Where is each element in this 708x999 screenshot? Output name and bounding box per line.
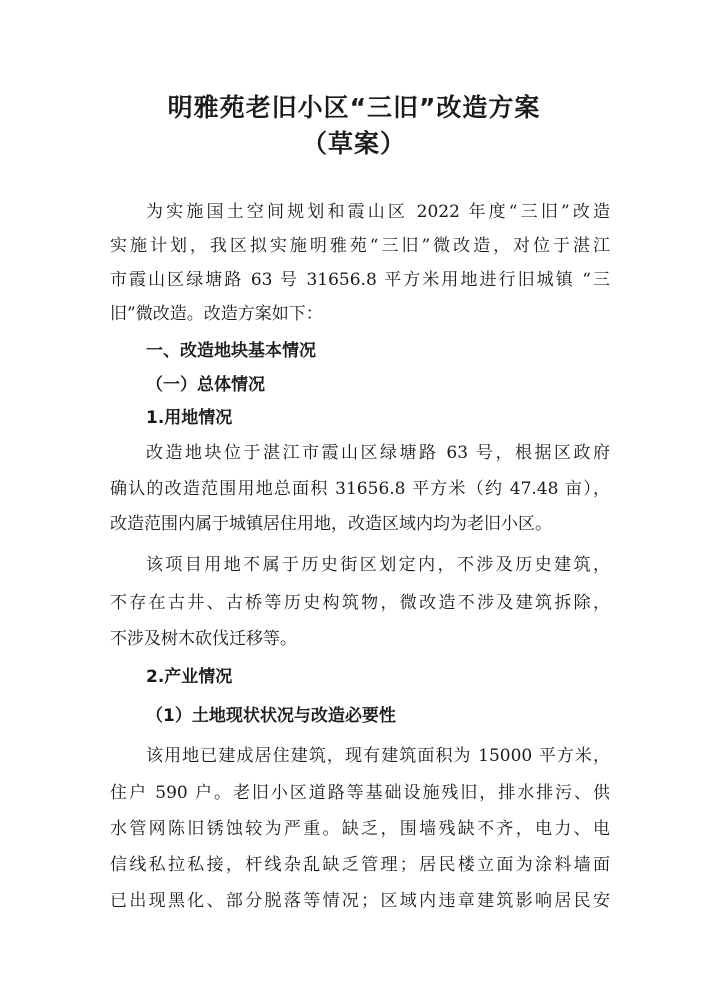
- body-line: 已出现黑化、部分脱落等情况；区域内违章建筑影响居民安: [110, 891, 610, 911]
- item-heading: 2.产业情况: [146, 667, 233, 687]
- intro-line: 实施计划，我区拟实施明雅苑“三旧”微改造，对位于湛江: [110, 236, 610, 256]
- page-subtitle: （草案）: [301, 129, 406, 158]
- body-line: 水管网陈旧锈蚀较为严重。缺乏，围墙残缺不齐，电力、电: [110, 819, 610, 839]
- body-line: 住户 590 户。老旧小区道路等基础设施残旧，排水排污、供: [110, 783, 610, 803]
- page-title: 明雅苑老旧小区“三旧”改造方案: [167, 93, 541, 122]
- intro-line: 市霞山区绿塘路 63 号 31656.8 平方米用地进行旧城镇 “三: [110, 270, 610, 290]
- body-line: 该项目用地不属于历史街区划定内，不涉及历史建筑，: [146, 555, 610, 575]
- body-line: 该用地已建成居住建筑，现有建筑面积为 15000 平方米，: [146, 746, 610, 766]
- intro-line: 为实施国土空间规划和霞山区 2022 年度“三旧”改造: [146, 202, 610, 222]
- section-heading: 一、改造地块基本情况: [146, 341, 316, 361]
- body-line: 信线私拉私接，杆线杂乱缺乏管理；居民楼立面为涂料墙面: [110, 855, 610, 875]
- body-line: 确认的改造范围用地总面积 31656.8 平方米（约 47.48 亩），: [110, 479, 610, 499]
- subsection-heading: （一）总体情况: [146, 375, 265, 395]
- item-heading: 1.用地情况: [146, 408, 233, 428]
- intro-line: 旧”微改造。改造方案如下：: [110, 304, 323, 324]
- sub-item-heading: （1）土地现状状况与改造必要性: [146, 706, 396, 726]
- body-line: 不存在古井、古桥等历史构筑物，微改造不涉及建筑拆除，: [110, 593, 610, 613]
- body-line: 改造地块位于湛江市霞山区绿塘路 63 号，根据区政府: [146, 443, 610, 463]
- body-line: 改造范围内属于城镇居住用地，改造区域内均为老旧小区。: [110, 514, 552, 534]
- body-line: 不涉及树木砍伐迁移等。: [110, 629, 297, 649]
